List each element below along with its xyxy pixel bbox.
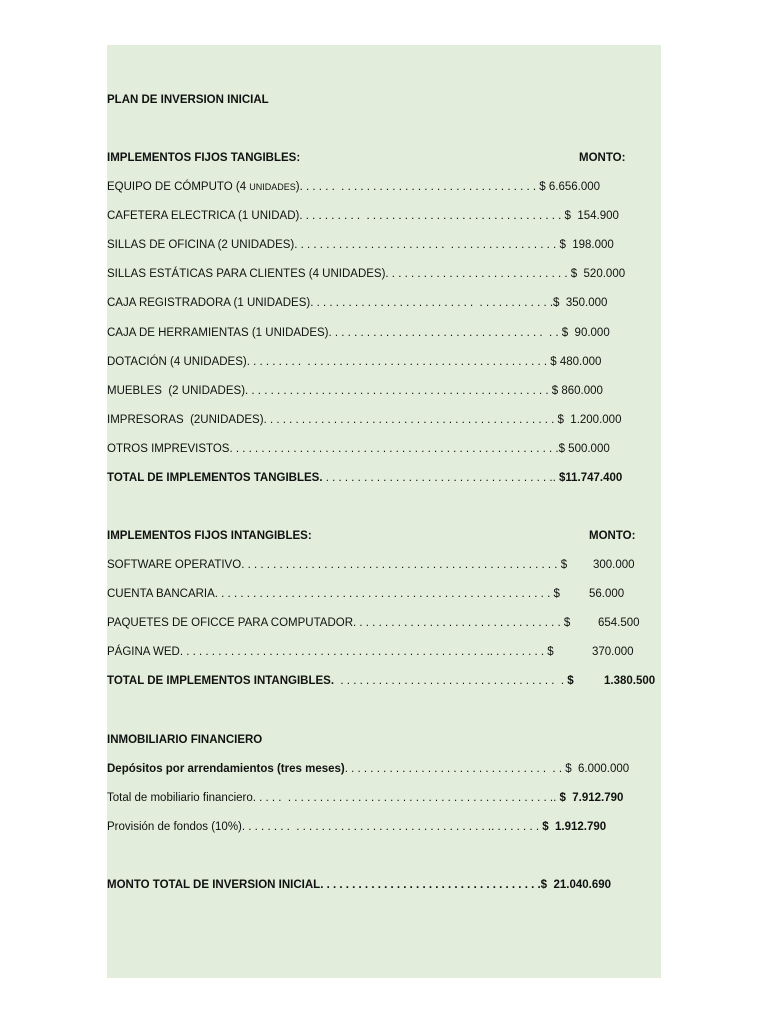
intangibles-header: IMPLEMENTOS FIJOS INTANGIBLES:: [107, 530, 312, 542]
intangibles-monto-label: MONTO:: [589, 530, 636, 542]
item-label: Provisión de fondos (10%): [107, 821, 242, 833]
leader-dots: . . . . . . . . . . . . . . . . . . . . . . . . . . . . . . . . . . . . . . . . .: [294, 239, 560, 251]
item-label: SOFTWARE OPERATIVO: [107, 559, 242, 571]
item-value: $ 350.000: [553, 297, 608, 309]
list-item: [107, 356, 601, 368]
item-value: 654.500: [598, 617, 640, 629]
leader-dots: . . . . . . . . . . . . . . . . . . . . . . . . . . . . . . . . . .: [344, 763, 566, 775]
total-currency: $: [567, 675, 574, 687]
item-label: Total de mobiliario financiero: [107, 792, 253, 804]
list-item: [107, 588, 560, 600]
total-value: 1.380.500: [604, 675, 656, 687]
leader-dots: . . . . . . . . . . . . . . . . . . . . . . . . . . . . . . . . . . . . .: [299, 181, 540, 193]
leader-dots: . . . . . . . . . . . . . . . . . . . . . . . . . . . . . . . . . . . . . . . . . . . . . . . . . . . . .: [214, 588, 554, 600]
list-item: [107, 414, 621, 426]
tangibles-header: IMPLEMENTOS FIJOS TANGIBLES:: [107, 152, 301, 164]
item-label: PAQUETES DE OFICCE PARA COMPUTADOR: [107, 617, 354, 629]
leader-dots: . . . . . . . . . . . . . . . . . . . . . . . . . . . . . . . . . . . . . . . . . . . . . . . . .. . . . . . . . .: [179, 646, 548, 658]
list-item: [107, 268, 625, 280]
intangibles-total-row: [107, 675, 574, 687]
item-value: $ 6.000.000: [565, 763, 630, 775]
item-value: $ 500.000: [558, 443, 610, 455]
list-item: [107, 763, 629, 775]
item-label: CUENTA BANCARIA: [107, 588, 215, 600]
list-item: [107, 821, 606, 833]
item-value: $ 860.000: [551, 385, 603, 397]
item-currency: $: [563, 617, 571, 629]
item-value: $ 198.000: [559, 239, 614, 251]
item-currency: $: [547, 646, 554, 658]
item-label: MUEBLES (2 UNIDADES): [107, 385, 246, 397]
grand-total-label: MONTO TOTAL DE INVERSION INICIAL: [107, 879, 321, 891]
item-value: $ 6.656.000: [539, 181, 601, 193]
leader-dots: . . . . . . . . . . . . . . . . . . . . . . . . . . . . . . . . . . . . . . .. . . . . . . .: [241, 821, 543, 833]
financiero-header: INMOBILIARIO FINANCIERO: [107, 734, 263, 746]
leader-dots: . . . . . . . . . . . . . . . . . . . . . . . . . . . . . . . . . . . ..: [322, 472, 559, 484]
leader-dots: . . . . . . . . . . . . . . . . . . . . . . . . . . . . . . . . .: [353, 617, 564, 629]
item-label-end: ): [295, 181, 300, 193]
leader-dots: . . . . . . . . . . . . . . . . . . . . . . . . . . . . . . . . . . . . . . . . . . . . . . . . . . . .: [229, 443, 559, 455]
list-item: [107, 239, 614, 251]
item-label: CAJA DE HERRAMIENTAS (1 UNIDADES): [107, 327, 329, 339]
item-value: $ 90.000: [561, 327, 610, 339]
leader-dots: . . . . . . . . . . . . . . . . . . . . . . . . . . . . . . . . . . .: [320, 879, 541, 891]
grand-total-value: $ 21.040.690: [540, 879, 612, 891]
list-item: [107, 559, 567, 571]
leader-dots: . . . . . . . . . . . . . . . . . . . . . . . . . . . . . . . . . . . . . . . . . . . . . . . . . .: [241, 559, 561, 571]
item-value: $ 1.200.000: [557, 414, 622, 426]
page-title: PLAN DE INVERSION INICIAL: [107, 94, 269, 106]
total-label: TOTAL DE IMPLEMENTOS TANGIBLES.: [107, 472, 323, 484]
list-item: [107, 181, 600, 193]
list-item: [107, 646, 554, 658]
item-label: PÁGINA WED: [107, 646, 180, 658]
list-item: [107, 327, 610, 339]
total-label: TOTAL DE IMPLEMENTOS INTANGIBLES.: [107, 675, 335, 687]
item-label: DOTACIÓN (4 UNIDADES): [107, 356, 247, 368]
list-item: [107, 210, 619, 222]
tangibles-monto-label: MONTO:: [579, 152, 626, 164]
item-currency: $: [560, 559, 568, 571]
item-value: $ 480.000: [550, 356, 602, 368]
tangibles-total-row: [107, 472, 622, 484]
item-label: CAJA REGISTRADORA (1 UNIDADES): [107, 297, 311, 309]
total-value: $11.747.400: [558, 472, 623, 484]
item-currency: $: [553, 588, 560, 600]
leader-dots: . . . . . . . . . . . . . . . . . . . . . . . . . . . . . . . . . . . . . . . . . . . . . . .: [246, 356, 551, 368]
item-label-unit: UNIDADES: [249, 182, 296, 192]
leader-dots: . . . . . . . . . . . . . . . . . . . . . . . . . . . . .: [385, 268, 571, 280]
item-value: 56.000: [589, 588, 625, 600]
leader-dots: . . . . . . . . . . . . . . . . . . . . . . . . . . . . . . . . . . . .: [328, 327, 562, 339]
leader-dots: . . . . . . . . . . . . . . . . . . . . . . . . . . . . . . . . . . . . . .: [310, 297, 554, 309]
leader-dots: . . . . . . . . . . . . . . . . . . . . . . . . . . . . . . . . . . . . . . . . . . . . . . . .: [245, 385, 552, 397]
item-label: EQUIPO DE CÓMPUTO (4: [107, 181, 250, 193]
item-value: $ 1.912.790: [542, 821, 607, 833]
list-item: [107, 617, 570, 629]
item-value: 300.000: [593, 559, 635, 571]
item-value: $ 520.000: [570, 268, 626, 280]
item-value: $ 7.912.790: [559, 792, 624, 804]
item-label: Depósitos por arrendamientos (tres meses): [107, 763, 345, 775]
item-label: CAFETERA ELECTRICA (1 UNIDAD): [107, 210, 300, 222]
leader-dots: . . . . . . . . . . . . . . . . . . . . . . . . . . . . . . . . . . . . . . . . . . . . . .: [263, 414, 558, 426]
item-value: $ 154.900: [564, 210, 619, 222]
list-item: [107, 385, 603, 397]
leader-dots: . . . . . . . . . . . . . . . . . . . . . . . . . . . . . . . . . . . . . . . . .: [299, 210, 565, 222]
item-label: IMPRESORAS (2UNIDADES): [107, 414, 264, 426]
item-value: 370.000: [592, 646, 634, 658]
list-item: [107, 297, 607, 309]
item-label: SILLAS DE OFICINA (2 UNIDADES): [107, 239, 295, 251]
grand-total-row: [107, 879, 611, 891]
leader-dots: . . . . . . . . . . . . . . . . . . . . . . . . . . . . . . . . . . . . . . . . . . . . . . ..: [252, 792, 560, 804]
item-label: SILLAS ESTÁTICAS PARA CLIENTES (4 UNIDADES): [107, 268, 386, 280]
leader-dots: . . . . . . . . . . . . . . . . . . . . . . . . . . . . . . . . . . .: [334, 675, 568, 687]
list-item: [107, 792, 623, 804]
item-label: OTROS IMPREVISTOS: [107, 443, 230, 455]
list-item: [107, 443, 610, 455]
